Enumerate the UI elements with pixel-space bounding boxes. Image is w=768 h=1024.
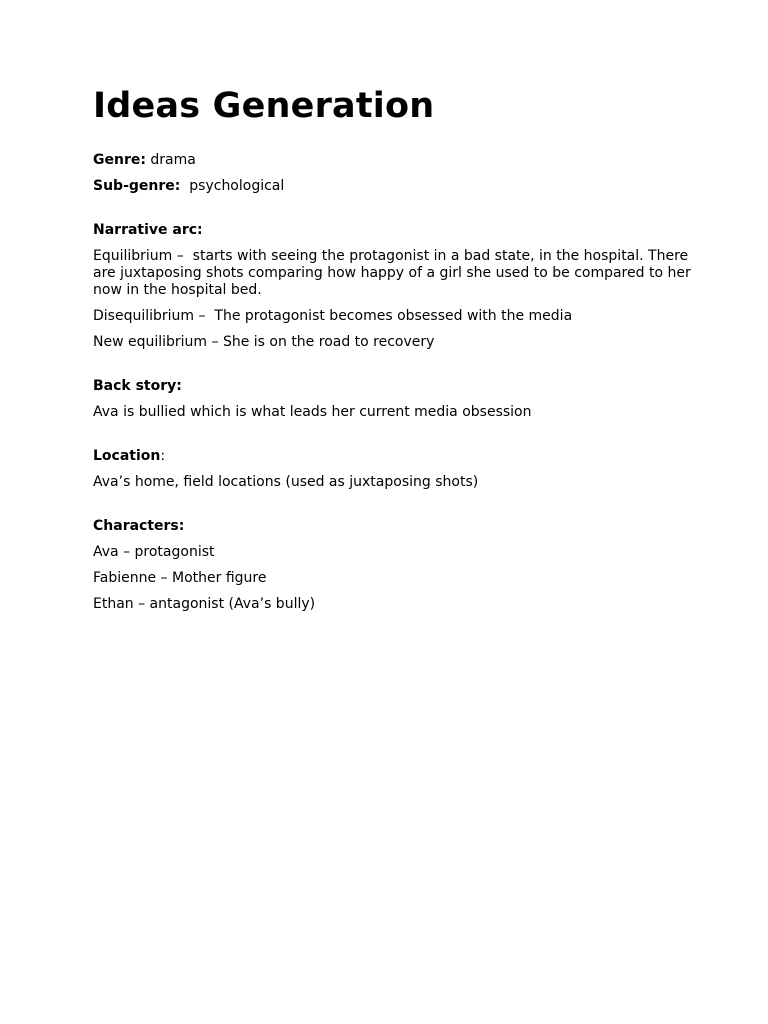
spacer [93,395,693,404]
location-heading-line [93,448,693,465]
characters-heading: Characters: [93,518,185,534]
spacer [93,169,693,178]
character-item-ava: Ava – protagonist [93,544,215,560]
genre-value: drama [145,152,196,168]
document-page [93,84,696,613]
spacer [93,465,693,474]
spacer [93,128,693,152]
spacer [93,561,693,570]
subgenre-line [93,178,693,195]
spacer [93,535,693,544]
location-text: Ava’s home, field locations (used as juxtaposing shots) [93,474,479,490]
spacer [93,351,693,378]
character-item-ethan: Ethan – antagonist (Ava’s bully) [93,596,316,612]
spacer [93,195,693,222]
new-equilibrium-text: New equilibrium – She is on the road to recovery [93,334,435,350]
spacer [93,299,693,308]
subgenre-label: Sub-genre: [93,178,181,194]
character-item-fabienne: Fabienne – Mother figure [93,570,267,586]
backstory-heading: Back story: [93,378,182,394]
spacer [93,421,693,448]
narrative-heading: Narrative arc: [93,222,203,238]
spacer [93,325,693,334]
backstory-text: Ava is bullied which is what leads her current media obsession [93,404,532,420]
subgenre-value: psychological [180,178,285,194]
spacer [93,587,693,596]
genre-line [93,152,693,169]
spacer [93,491,693,518]
genre-label: Genre: [93,152,146,168]
page-title: Ideas Generation [93,86,435,126]
disequilibrium-text: Disequilibrium – The protagonist becomes obsessed with the media [93,308,573,324]
location-colon: : [160,448,166,464]
location-heading: Location [93,448,161,464]
equilibrium-text: Equilibrium – starts with seeing the protagonist in a bad state, in the hospital. There are juxtaposing shots comparing how happy of a girl she used to be compared to her now in the hospital bed. [93,248,696,298]
spacer [93,239,693,248]
